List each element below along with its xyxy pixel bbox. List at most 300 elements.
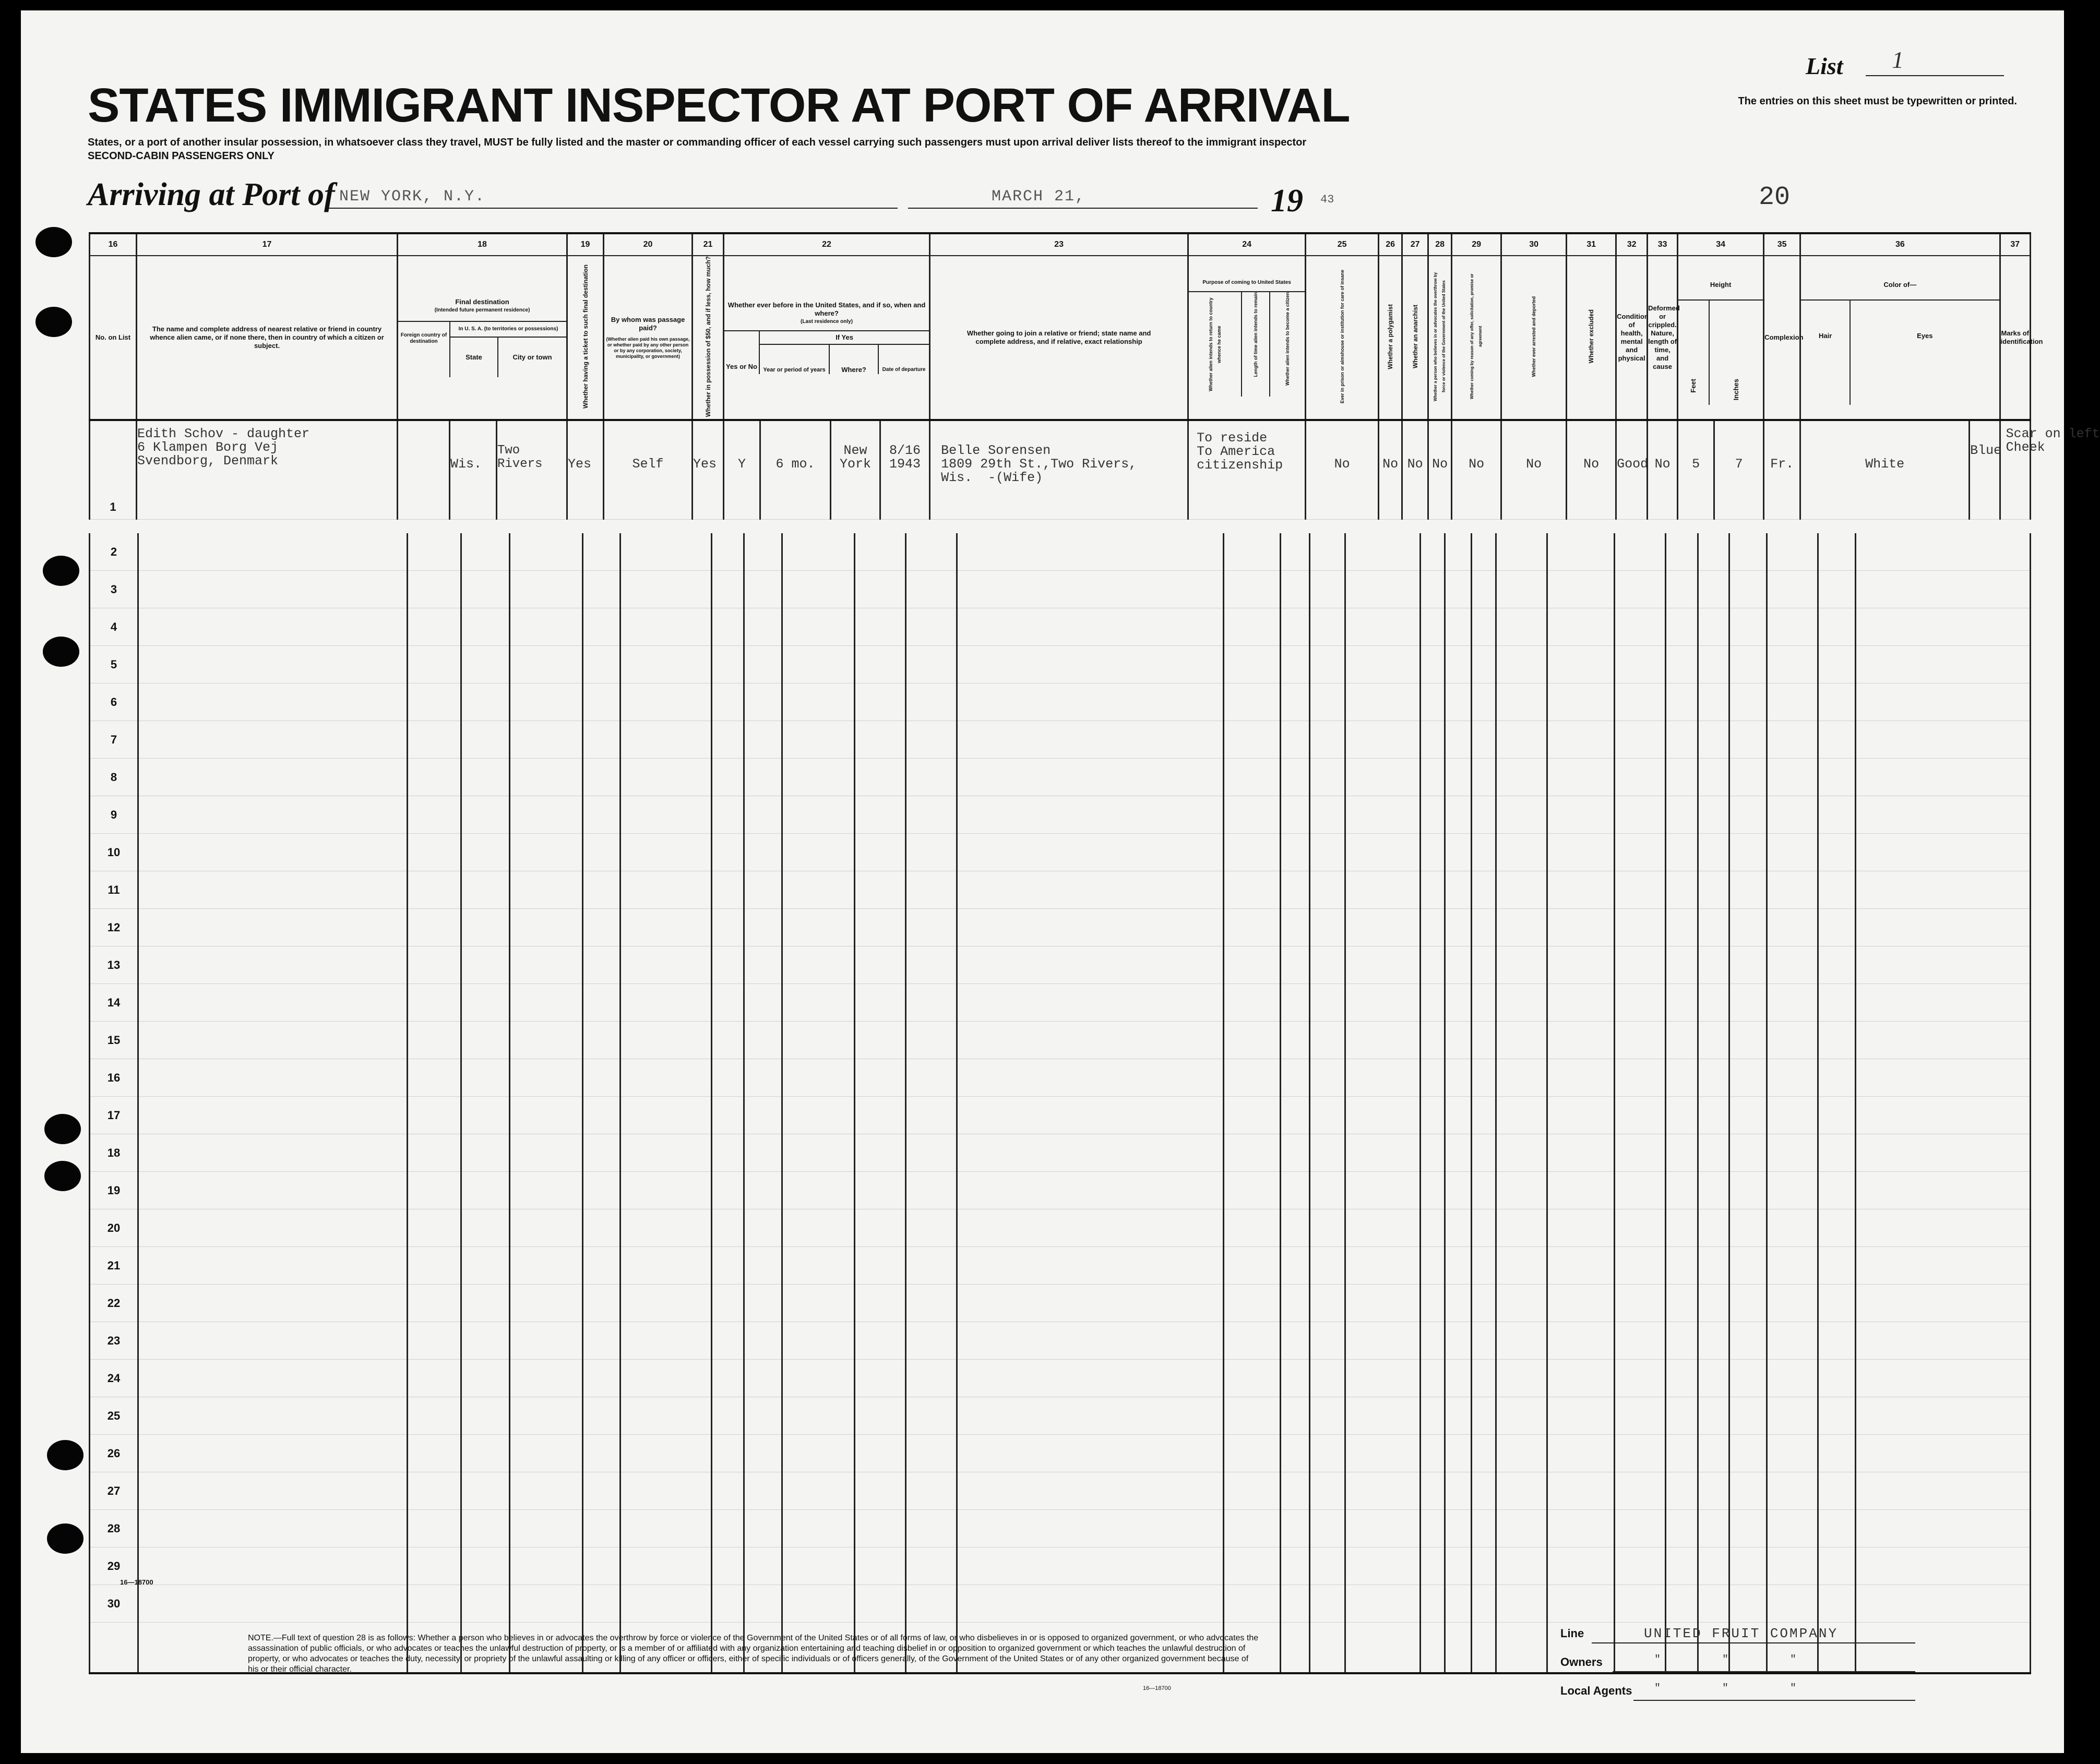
empty-cell xyxy=(1472,946,1496,984)
empty-cell xyxy=(1496,834,1547,871)
empty-cell xyxy=(461,1022,510,1059)
empty-cell xyxy=(1421,1435,1445,1472)
empty-cell xyxy=(138,1585,407,1623)
empty-cell xyxy=(1818,1510,1856,1547)
row-number: 26 xyxy=(90,1435,138,1472)
empty-cell xyxy=(461,1322,510,1360)
empty-cell xyxy=(712,909,744,946)
empty-cell xyxy=(510,796,582,834)
empty-cell xyxy=(510,1472,582,1510)
empty-cell xyxy=(1665,796,1698,834)
empty-cell xyxy=(1614,1322,1665,1360)
empty-cell xyxy=(1818,1247,1856,1285)
usa-destination-header: In U. S. A. (to territories or possessions) xyxy=(450,322,566,338)
empty-cell xyxy=(461,533,510,571)
empty-cell xyxy=(408,1547,461,1585)
empty-cell xyxy=(1698,1547,1729,1585)
row-number: 28 xyxy=(90,1510,138,1547)
empty-cell xyxy=(620,1285,712,1322)
empty-cell xyxy=(582,1059,620,1097)
empty-cell xyxy=(1818,533,1856,571)
empty-cell xyxy=(744,909,782,946)
empty-cell xyxy=(906,909,957,946)
empty-cell xyxy=(1310,533,1345,571)
empty-cell xyxy=(1818,1285,1856,1322)
empty-cell xyxy=(712,1134,744,1172)
empty-cell xyxy=(1767,1134,1818,1172)
empty-cell xyxy=(510,1134,582,1172)
empty-cell xyxy=(744,1285,782,1322)
empty-cell xyxy=(782,646,854,683)
empty-cell xyxy=(1224,571,1280,608)
cell-deported: No xyxy=(1501,420,1567,520)
empty-cell xyxy=(1698,1435,1729,1472)
empty-cell xyxy=(510,1397,582,1435)
cell-date-departure: 8/16 1943 xyxy=(880,420,930,520)
empty-cell xyxy=(744,1322,782,1360)
empty-cell xyxy=(1665,1285,1698,1322)
empty-cell xyxy=(1445,834,1472,871)
empty-cell xyxy=(1224,646,1280,683)
empty-cell xyxy=(408,1172,461,1209)
cell-foreign-country xyxy=(398,420,450,520)
feet-header: Feet xyxy=(1678,301,1710,405)
empty-cell xyxy=(1472,1585,1496,1623)
empty-cell xyxy=(1280,1209,1310,1247)
empty-cell xyxy=(1345,608,1421,646)
empty-cell xyxy=(1472,1285,1496,1322)
empty-cell xyxy=(1818,796,1856,834)
empty-cell xyxy=(782,796,854,834)
column-number: 27 xyxy=(1402,233,1428,256)
empty-cell xyxy=(582,1022,620,1059)
empty-cell xyxy=(620,1360,712,1397)
empty-cell xyxy=(1310,1247,1345,1285)
column-number-row xyxy=(90,233,2031,256)
empty-cell xyxy=(957,1134,1224,1172)
empty-cell xyxy=(1310,683,1345,721)
column-number: 31 xyxy=(1567,233,1616,256)
city-header: City or town xyxy=(512,353,552,362)
empty-cell xyxy=(906,1247,957,1285)
empty-cell xyxy=(1421,1097,1445,1134)
empty-cell xyxy=(1698,1322,1729,1360)
empty-cell xyxy=(1445,1510,1472,1547)
empty-cell xyxy=(906,608,957,646)
purpose-return-header: Whether alien intends to return to country whence he came xyxy=(1189,292,1242,397)
empty-cell xyxy=(1345,1585,1421,1623)
empty-cell xyxy=(906,1510,957,1547)
column-number: 23 xyxy=(930,233,1188,256)
punch-hole xyxy=(43,637,79,667)
empty-cell xyxy=(1310,1510,1345,1547)
empty-cell xyxy=(1224,759,1280,796)
empty-cell xyxy=(1729,759,1767,796)
empty-cell xyxy=(408,1322,461,1360)
empty-cell xyxy=(1445,1585,1472,1623)
cell-where: New York xyxy=(831,420,880,520)
empty-cell xyxy=(712,1360,744,1397)
empty-cell xyxy=(582,1322,620,1360)
empty-cell xyxy=(957,1360,1224,1397)
empty-cell xyxy=(1698,1022,1729,1059)
empty-cell xyxy=(957,1510,1224,1547)
local-agents-label: Local Agents xyxy=(1560,1684,1632,1697)
empty-cell xyxy=(620,608,712,646)
empty-cell xyxy=(620,1510,712,1547)
empty-cell xyxy=(957,533,1224,571)
empty-cell xyxy=(1818,721,1856,759)
empty-cell xyxy=(620,646,712,683)
empty-cell xyxy=(1614,1360,1665,1397)
table-row xyxy=(90,420,2031,520)
empty-cell xyxy=(1698,721,1729,759)
empty-cell xyxy=(1818,683,1856,721)
empty-cell xyxy=(1496,1172,1547,1209)
empty-cell xyxy=(1472,1134,1496,1172)
table-row xyxy=(90,1510,2031,1547)
empty-cell xyxy=(855,909,906,946)
empty-cell xyxy=(855,608,906,646)
ever-in-us-sub: (Last residence only) xyxy=(801,319,853,325)
empty-cell xyxy=(408,608,461,646)
table-row xyxy=(90,1360,2031,1397)
empty-cell xyxy=(906,1209,957,1247)
empty-cell xyxy=(408,721,461,759)
class-note: SECOND-CABIN PASSENGERS ONLY xyxy=(88,150,275,162)
empty-cell xyxy=(1345,1209,1421,1247)
empty-cell xyxy=(1496,571,1547,608)
cell-state: Wis. xyxy=(450,420,497,520)
empty-cell xyxy=(1280,1510,1310,1547)
empty-cell xyxy=(782,1209,854,1247)
empty-cell xyxy=(1856,1623,2031,1674)
empty-cell xyxy=(1445,608,1472,646)
empty-cell xyxy=(1345,796,1421,834)
empty-cell xyxy=(1345,1059,1421,1097)
empty-cell xyxy=(1345,1322,1421,1360)
empty-cell xyxy=(1445,871,1472,909)
empty-cell xyxy=(1280,571,1310,608)
empty-cell xyxy=(1280,796,1310,834)
header-overthrow: Whether a person who believes in or advocates the overthrow by force or violence of the Government of the United States xyxy=(1428,256,1452,420)
empty-cell xyxy=(1421,796,1445,834)
empty-cell xyxy=(906,1059,957,1097)
empty-cell xyxy=(138,871,407,909)
empty-cell xyxy=(957,1059,1224,1097)
empty-cell xyxy=(1729,834,1767,871)
empty-cell xyxy=(855,1285,906,1322)
empty-cell xyxy=(744,1360,782,1397)
empty-cell xyxy=(620,1209,712,1247)
empty-cell xyxy=(1856,721,2031,759)
empty-cell xyxy=(408,533,461,571)
empty-cell xyxy=(138,946,407,984)
header-marks: Marks of identification xyxy=(2000,256,2030,420)
empty-cell xyxy=(1496,608,1547,646)
empty-cell xyxy=(1280,683,1310,721)
empty-cell xyxy=(1698,1285,1729,1322)
empty-cell xyxy=(1496,683,1547,721)
table-row xyxy=(90,608,2031,646)
empty-cell xyxy=(1445,683,1472,721)
empty-cell xyxy=(1421,1209,1445,1247)
empty-cell xyxy=(1729,1285,1767,1322)
empty-cell xyxy=(1310,946,1345,984)
empty-cell xyxy=(1224,1510,1280,1547)
empty-cell xyxy=(1421,1322,1445,1360)
empty-cell xyxy=(1856,1397,2031,1435)
empty-cell xyxy=(1547,571,1614,608)
purpose-title: Purpose of coming to United States xyxy=(1202,280,1291,286)
empty-cell xyxy=(1496,1322,1547,1360)
empty-cell xyxy=(408,1134,461,1172)
empty-cell xyxy=(138,909,407,946)
empty-cell xyxy=(1767,1059,1818,1097)
empty-cell xyxy=(1729,1022,1767,1059)
empty-cell xyxy=(1729,1059,1767,1097)
empty-cell xyxy=(1547,796,1614,834)
row-number: 3 xyxy=(90,571,138,608)
empty-cell xyxy=(1856,683,2031,721)
empty-cell xyxy=(620,1059,712,1097)
empty-cell xyxy=(1767,1247,1818,1285)
empty-cell xyxy=(855,1209,906,1247)
empty-cell xyxy=(1421,721,1445,759)
empty-cell xyxy=(1310,1097,1345,1134)
empty-cell xyxy=(1767,1209,1818,1247)
empty-cell xyxy=(582,871,620,909)
empty-cell xyxy=(1547,759,1614,796)
empty-cell xyxy=(1421,1510,1445,1547)
empty-cell xyxy=(1496,646,1547,683)
empty-cell xyxy=(1280,1059,1310,1097)
empty-cell xyxy=(906,759,957,796)
empty-cell xyxy=(510,759,582,796)
empty-cell xyxy=(1421,909,1445,946)
empty-cell xyxy=(1496,1623,1547,1674)
empty-cell xyxy=(1818,834,1856,871)
column-number: 36 xyxy=(1800,233,2000,256)
empty-cell xyxy=(461,946,510,984)
empty-cell xyxy=(1614,1435,1665,1472)
empty-cell xyxy=(1698,1472,1729,1510)
empty-cell xyxy=(138,834,407,871)
empty-cell xyxy=(957,1022,1224,1059)
empty-cell xyxy=(1856,1022,2031,1059)
empty-cell xyxy=(1496,1510,1547,1547)
empty-cell xyxy=(744,1472,782,1510)
empty-cell xyxy=(1472,1510,1496,1547)
empty-cell xyxy=(782,1585,854,1623)
column-number: 20 xyxy=(604,233,693,256)
row-number: 13 xyxy=(90,946,138,984)
row-number: 9 xyxy=(90,796,138,834)
empty-cell xyxy=(744,608,782,646)
empty-cell xyxy=(1767,871,1818,909)
empty-cell xyxy=(620,1547,712,1585)
empty-cell xyxy=(1698,683,1729,721)
owners-field xyxy=(1613,1671,1915,1672)
empty-cell xyxy=(1421,759,1445,796)
table-row xyxy=(90,946,2031,984)
empty-cell xyxy=(855,1059,906,1097)
empty-cell xyxy=(408,1209,461,1247)
note-form-code: 16—18700 xyxy=(1143,1685,1171,1691)
row-number: 22 xyxy=(90,1285,138,1322)
empty-cell xyxy=(1547,984,1614,1022)
empty-cell xyxy=(1472,796,1496,834)
empty-cell xyxy=(510,533,582,571)
empty-cell xyxy=(1472,1397,1496,1435)
empty-cell xyxy=(1310,608,1345,646)
question-28-note: NOTE.—Full text of question 28 is as follows: Whether a person who believes in or advocates the overthrow by force or violence of the Government of the United States or of all forms of law, or who disbelieves in or is opposed to organized government, or who advocates the assassination of public officials, or who advocates or teaches the unlawful destruction of property, or is a member of or affiliated with any organization entertaining and teaching disbelief in or opposition to organized government or which teaches the unlawful destruction of property, or who advocates or teaches the duty, necessity, or propriety of the unlawful assaulting or killing of any officer or officers, either of specific individuals or of officers generally, of the Government of the United States or of any other organized government because of his or their official character. xyxy=(248,1634,1259,1674)
header-height xyxy=(1678,256,1764,420)
empty-cell xyxy=(1547,1547,1614,1585)
empty-cell xyxy=(1818,1472,1856,1510)
column-number: 21 xyxy=(693,233,724,256)
empty-cell xyxy=(906,721,957,759)
empty-cell xyxy=(1698,796,1729,834)
empty-cell xyxy=(461,1172,510,1209)
empty-cell xyxy=(1496,1247,1547,1285)
empty-cell xyxy=(1421,1247,1445,1285)
empty-cell xyxy=(1856,909,2031,946)
empty-cell xyxy=(1818,1059,1856,1097)
empty-cell xyxy=(461,683,510,721)
entries-note: The entries on this sheet must be typewritten or printed. xyxy=(1738,95,2017,107)
empty-cell xyxy=(712,646,744,683)
empty-cell xyxy=(1767,984,1818,1022)
empty-cell xyxy=(906,984,957,1022)
empty-cell xyxy=(712,1397,744,1435)
empty-cell xyxy=(1665,909,1698,946)
empty-cell xyxy=(1224,1247,1280,1285)
empty-cell xyxy=(1698,1585,1729,1623)
empty-cell xyxy=(1496,1472,1547,1510)
empty-cell xyxy=(957,1547,1224,1585)
agents-ditto: " xyxy=(1790,1683,1797,1695)
empty-cell xyxy=(1665,871,1698,909)
empty-cell xyxy=(1280,759,1310,796)
cell-ever-in-us: Y xyxy=(724,420,760,520)
empty-cell xyxy=(957,1472,1224,1510)
empty-cell xyxy=(1614,871,1665,909)
column-number: 22 xyxy=(724,233,930,256)
table-row xyxy=(90,1322,2031,1360)
empty-cell xyxy=(461,871,510,909)
empty-cell xyxy=(138,721,407,759)
row-number: 19 xyxy=(90,1172,138,1209)
empty-cell xyxy=(957,1247,1224,1285)
empty-cell xyxy=(1729,1097,1767,1134)
empty-cell xyxy=(1665,1209,1698,1247)
empty-cell xyxy=(906,946,957,984)
empty-cell xyxy=(1280,533,1310,571)
empty-cell xyxy=(957,1397,1224,1435)
empty-cell xyxy=(1421,1623,1445,1674)
empty-cell xyxy=(1547,683,1614,721)
empty-cell xyxy=(1224,1134,1280,1172)
table-row xyxy=(90,1435,2031,1472)
empty-cell xyxy=(1421,1059,1445,1097)
empty-cell xyxy=(906,1322,957,1360)
empty-cell xyxy=(582,1472,620,1510)
empty-cell xyxy=(1856,759,2031,796)
header-ticket: Whether having a ticket to such final destination xyxy=(567,256,604,420)
empty-cell xyxy=(744,683,782,721)
empty-cell xyxy=(957,1172,1224,1209)
empty-cell xyxy=(1496,1134,1547,1172)
empty-cell xyxy=(855,834,906,871)
empty-cell xyxy=(906,1097,957,1134)
empty-cell xyxy=(1310,1134,1345,1172)
empty-cell xyxy=(957,1585,1224,1623)
empty-cell xyxy=(138,1435,407,1472)
empty-cell xyxy=(1421,571,1445,608)
empty-cell xyxy=(138,608,407,646)
empty-cell xyxy=(744,946,782,984)
empty-cell xyxy=(461,796,510,834)
empty-cell xyxy=(782,1435,854,1472)
empty-cell xyxy=(1472,1435,1496,1472)
empty-cell xyxy=(1729,1472,1767,1510)
empty-cell xyxy=(1280,1247,1310,1285)
cell-inches: 7 xyxy=(1714,420,1764,520)
empty-cell xyxy=(1445,571,1472,608)
empty-cell xyxy=(1665,1435,1698,1472)
empty-cell xyxy=(620,571,712,608)
empty-cell xyxy=(712,1022,744,1059)
empty-cell xyxy=(1310,1209,1345,1247)
empty-cell xyxy=(1224,1059,1280,1097)
empty-cell xyxy=(1421,1172,1445,1209)
empty-cell xyxy=(1767,683,1818,721)
empty-cell xyxy=(1547,1472,1614,1510)
empty-cell xyxy=(906,796,957,834)
header-purpose xyxy=(1188,256,1306,420)
empty-cell xyxy=(138,571,407,608)
empty-cell xyxy=(582,1247,620,1285)
table-row xyxy=(90,1059,2031,1097)
empty-cell xyxy=(1310,1623,1345,1674)
empty-cell xyxy=(1421,533,1445,571)
empty-cell xyxy=(1547,871,1614,909)
empty-cell xyxy=(510,1247,582,1285)
empty-cell xyxy=(1280,1134,1310,1172)
empty-cell xyxy=(1310,1059,1345,1097)
empty-cell xyxy=(1665,1172,1698,1209)
empty-cell xyxy=(582,984,620,1022)
empty-cell xyxy=(1496,1022,1547,1059)
empty-cell xyxy=(1856,871,2031,909)
empty-cell xyxy=(1818,1360,1856,1397)
empty-cell xyxy=(1421,1585,1445,1623)
empty-cell xyxy=(906,1022,957,1059)
empty-cell xyxy=(620,1585,712,1623)
empty-cell xyxy=(1547,533,1614,571)
empty-cell xyxy=(582,834,620,871)
row-number: 16 xyxy=(90,1059,138,1097)
empty-cell xyxy=(510,1097,582,1134)
empty-cell xyxy=(510,608,582,646)
empty-cell xyxy=(408,1397,461,1435)
empty-cell xyxy=(1310,1397,1345,1435)
empty-cell xyxy=(1496,909,1547,946)
empty-cell xyxy=(408,1285,461,1322)
empty-cell xyxy=(1224,1322,1280,1360)
empty-cell xyxy=(1856,834,2031,871)
